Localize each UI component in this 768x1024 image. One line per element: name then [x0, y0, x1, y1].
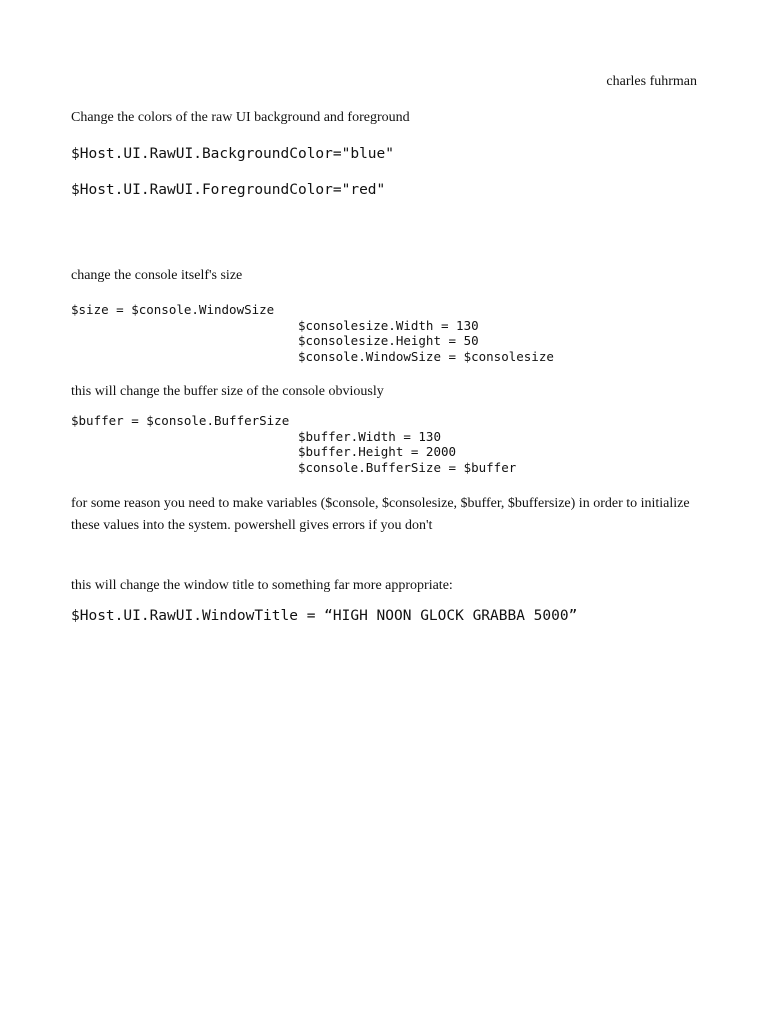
window-title-intro-text: this will change the window title to something far more appropriate: — [71, 578, 453, 593]
code-buffer-height: $buffer.Height = 2000 — [298, 444, 457, 460]
code-background-color: $Host.UI.RawUI.BackgroundColor="blue" — [71, 146, 395, 162]
code-buffersize-assign: $console.BufferSize = $buffer — [298, 459, 517, 475]
code-size-assign: $size = $console.WindowSize — [71, 302, 275, 317]
code-window-title: $Host.UI.RawUI.WindowTitle = “HIGH NOON GLOCK GRABBA 5000” — [71, 608, 578, 624]
code-windowsize-assign: $console.WindowSize = $consolesize — [298, 348, 554, 364]
window-size-intro-text: change the console itself's size — [71, 268, 243, 283]
variables-note-text: for some reason you need to make variables ($console, $consolesize, $buffer, $buffersize) in order to initialize these values into the system. powershell gives errors if you don't — [71, 496, 690, 533]
code-consolesize-height: $consolesize.Height = 50 — [298, 333, 479, 349]
code-buffer-width: $buffer.Width = 130 — [298, 428, 441, 444]
colors-intro-text: Change the colors of the raw UI background and foreground — [71, 110, 410, 125]
code-consolesize-width: $consolesize.Width = 130 — [298, 317, 479, 333]
author-name: charles fuhrman — [606, 74, 697, 89]
code-buffer-assign: $buffer = $console.BufferSize — [71, 413, 290, 428]
code-foreground-color: $Host.UI.RawUI.ForegroundColor="red" — [71, 182, 386, 198]
buffer-intro-text: this will change the buffer size of the console obviously — [71, 384, 384, 399]
